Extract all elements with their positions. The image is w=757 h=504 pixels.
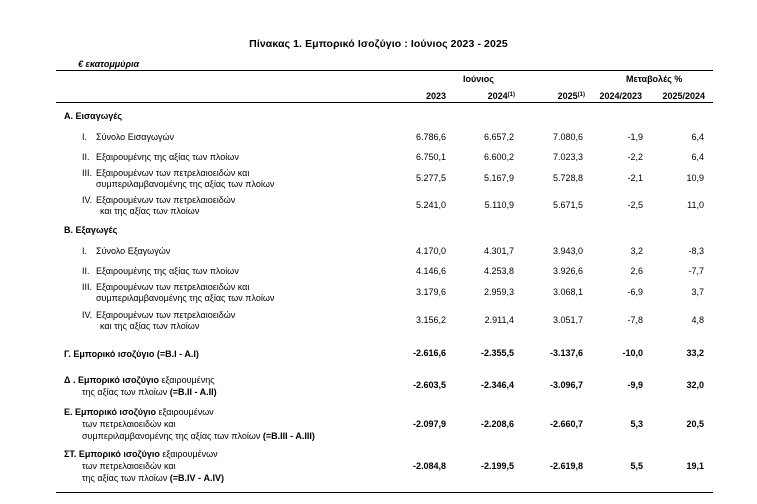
balance-label-rest-2: εξαιρουμένων xyxy=(155,407,214,417)
balance-label-2 xyxy=(64,406,315,442)
imports-row-2-ch2: 10,9 xyxy=(686,173,704,183)
imports-roman-0: I. xyxy=(82,132,88,142)
header-group-june: Ιούνιος xyxy=(463,74,494,84)
header-bottom-rule xyxy=(56,102,713,103)
exports-roman-1: II. xyxy=(82,266,90,276)
imports-row-3-v2025: 5.671,5 xyxy=(552,200,583,210)
section-exports-title: Β. Εξαγωγές xyxy=(64,225,118,235)
imports-label-line2-2: συμπεριλαμβανομένης της αξίας των πλοίων xyxy=(96,179,275,189)
balance-label-0 xyxy=(64,348,199,360)
balance-label-line2-3: των πετρελαιοειδών και xyxy=(82,461,176,471)
exports-row-0-v2023: 4.170,0 xyxy=(415,246,446,256)
exports-row-3-v2024: 2.911,4 xyxy=(484,315,514,325)
header-col-change-2: 2025/2024 xyxy=(662,91,705,101)
imports-row-3-v2023: 5.241,0 xyxy=(415,200,446,210)
balance-label-bold-3: ΣΤ. Εμπορικό ισοζύγιο xyxy=(64,449,160,459)
imports-label-3 xyxy=(82,195,235,217)
imports-label-line1-2: Εξαιρουμένων των πετρελαιοειδών και xyxy=(96,168,250,178)
balance-row-3-v2024: -2.199,5 xyxy=(480,461,514,471)
imports-row-3-ch2: 11,0 xyxy=(687,200,704,210)
exports-row-3-v2023: 3.156,2 xyxy=(415,315,446,325)
balance-row-0-v2024: -2.355,5 xyxy=(480,348,514,358)
imports-row-2-v2023: 5.277,5 xyxy=(415,173,446,183)
header-col-2023: 2023 xyxy=(425,91,446,101)
header-col-change-1: 2024/2023 xyxy=(599,91,642,101)
table-title: Πίνακας 1. Εμπορικό Ισοζύγιο : Ιούνιος 2023 - 2025 xyxy=(249,38,508,50)
balance-row-0-v2025: -3.137,6 xyxy=(549,348,583,358)
exports-row-3-ch2: 4,8 xyxy=(691,315,704,325)
table-bottom-rule xyxy=(56,492,713,493)
balance-label-line2-bold-1: (=Β.ΙΙ - Α.ΙΙ) xyxy=(169,386,217,397)
balance-label-rest-1: εξαιρουμένης xyxy=(158,374,215,385)
exports-row-3-ch1: -7,8 xyxy=(627,315,643,325)
balance-row-3-ch2: 19,1 xyxy=(686,461,704,471)
exports-row-0-ch2: -8,3 xyxy=(688,246,704,256)
exports-label-3 xyxy=(82,310,235,332)
exports-row-2-v2025: 3.068,1 xyxy=(552,287,583,297)
balance-label-bold-0: Γ. Εμπορικό ισοζύγιο (=Β.Ι - Α.Ι) xyxy=(64,349,199,359)
imports-row-2-v2025: 5.728,8 xyxy=(552,173,583,183)
imports-label-line2-3: και της αξίας των πλοίων xyxy=(100,206,200,216)
balance-row-2-ch2: 20,5 xyxy=(686,419,704,429)
balance-row-1-v2024: -2.346,4 xyxy=(480,380,514,390)
balance-label-line3-2: συμπεριλαμβανομένης της αξίας των πλοίων xyxy=(82,431,263,441)
imports-row-1-ch1: -2,2 xyxy=(627,152,643,162)
exports-row-0-v2024: 4.301,7 xyxy=(483,246,514,256)
exports-label-line1-2: Εξαιρουμένων των πετρελαιοειδών και xyxy=(96,282,250,292)
exports-row-2-ch2: 3,7 xyxy=(691,287,704,297)
exports-label-line2-2: συμπεριλαμβανομένης της αξίας των πλοίων xyxy=(96,293,275,303)
imports-row-0-v2023: 6.786,6 xyxy=(415,132,446,142)
exports-row-3-v2025: 3.051,7 xyxy=(552,315,583,325)
imports-label-line1-1: Εξαιρουμένης της αξίας των πλοίων xyxy=(96,152,239,162)
exports-row-0-ch1: 3,2 xyxy=(630,246,643,256)
balance-label-line2-1: της αξίας των πλοίων xyxy=(82,386,170,397)
balance-row-2-ch1: 5,3 xyxy=(630,419,643,429)
imports-roman-2: III. xyxy=(82,168,93,178)
balance-row-3-v2023: -2.084,8 xyxy=(412,461,446,471)
imports-row-1-v2024: 6.600,2 xyxy=(483,152,514,162)
balance-label-3 xyxy=(64,448,224,484)
balance-label-line3-bold-2: (=Β.ΙΙΙ - Α.ΙΙΙ) xyxy=(262,431,315,441)
section-imports-title: Α. Εισαγωγές xyxy=(64,111,123,121)
balance-label-rest-3: εξαιρουμένων xyxy=(159,449,218,459)
balance-row-2-v2023: -2.097,9 xyxy=(412,419,446,429)
imports-row-0-v2025: 7.080,6 xyxy=(552,132,583,142)
imports-row-0-v2024: 6.657,2 xyxy=(483,132,514,142)
balance-label-bold-2: Ε. Εμπορικό ισοζύγιο xyxy=(64,407,156,417)
exports-row-2-v2023: 3.179,6 xyxy=(415,287,446,297)
balance-label-bold-1: Δ . Εμπορικό ισοζύγιο xyxy=(64,374,159,385)
exports-roman-3: IV. xyxy=(82,310,93,320)
balance-row-3-v2025: -2.619,8 xyxy=(549,461,583,471)
exports-label-line2-3: και της αξίας των πλοίων xyxy=(100,321,200,331)
balance-row-3-ch1: 5,5 xyxy=(630,461,643,471)
imports-label-0 xyxy=(82,132,174,143)
imports-row-3-v2024: 5.110,9 xyxy=(484,200,514,210)
exports-row-1-v2023: 4.146,6 xyxy=(415,266,446,276)
exports-label-line1-1: Εξαιρουμένης της αξίας των πλοίων xyxy=(96,266,239,276)
balance-row-2-v2025: -2.660,7 xyxy=(549,419,583,429)
imports-label-line1-0: Σύνολο Εισαγωγών xyxy=(96,132,175,142)
imports-row-1-ch2: 6,4 xyxy=(691,152,704,162)
imports-label-2 xyxy=(82,168,274,190)
balance-row-1-v2025: -3.096,7 xyxy=(549,380,583,390)
exports-roman-2: III. xyxy=(82,282,93,292)
imports-roman-3: IV. xyxy=(82,195,93,205)
imports-row-3-ch1: -2,5 xyxy=(627,200,643,210)
imports-label-1 xyxy=(82,152,239,163)
exports-label-1 xyxy=(82,266,239,277)
exports-row-0-v2025: 3.943,0 xyxy=(552,246,583,256)
imports-row-1-v2023: 6.750,1 xyxy=(415,152,446,162)
exports-label-line1-3: Εξαιρουμένων των πετρελαιοειδών xyxy=(96,310,236,320)
header-top-rule xyxy=(56,70,713,71)
balance-row-1-v2023: -2.603,5 xyxy=(412,380,446,390)
exports-row-2-v2024: 2.959,3 xyxy=(483,287,514,297)
exports-row-1-v2024: 4.253,8 xyxy=(483,266,514,276)
balance-label-1 xyxy=(64,374,217,398)
header-col-2024: 2024$^{(1)}$ xyxy=(487,91,515,101)
imports-label-line1-3: Εξαιρουμένων των πετρελαιοειδών xyxy=(96,195,236,205)
exports-row-2-ch1: -6,9 xyxy=(627,287,643,297)
exports-label-2 xyxy=(82,282,274,304)
balance-label-line3-bold-3: (=Β.ΙV - Α.ΙV) xyxy=(169,473,224,483)
balance-row-0-v2023: -2.616,6 xyxy=(412,348,446,358)
header-col-2025: 2025$^{(1)}$ xyxy=(557,91,585,101)
balance-row-1-ch1: -9,9 xyxy=(627,380,643,390)
balance-row-0-ch1: -10,0 xyxy=(622,348,643,358)
unit-label: € εκατομμύρια xyxy=(78,59,140,69)
balance-label-line3-3: της αξίας των πλοίων xyxy=(82,473,170,483)
imports-row-1-v2025: 7.023,3 xyxy=(552,152,583,162)
exports-label-line1-0: Σύνολο Εξαγωγών xyxy=(96,246,171,256)
balance-row-1-ch2: 32,0 xyxy=(686,380,704,390)
balance-row-0-ch2: 33,2 xyxy=(686,348,704,358)
balance-row-2-v2024: -2.208,6 xyxy=(480,419,514,429)
exports-row-1-ch1: 2,6 xyxy=(630,266,643,276)
exports-label-0 xyxy=(82,246,170,257)
exports-row-1-v2025: 3.926,6 xyxy=(552,266,583,276)
exports-row-1-ch2: -7,7 xyxy=(688,266,704,276)
imports-row-2-v2024: 5.167,9 xyxy=(483,173,514,183)
exports-roman-0: I. xyxy=(82,246,88,256)
imports-row-2-ch1: -2,1 xyxy=(627,173,643,183)
imports-row-0-ch1: -1,9 xyxy=(627,132,643,142)
balance-label-line2-2: των πετρελαιοειδών και xyxy=(82,419,176,429)
header-group-changes: Μεταβολές % xyxy=(626,74,683,84)
imports-roman-1: II. xyxy=(82,152,90,162)
imports-row-0-ch2: 6,4 xyxy=(691,132,704,142)
